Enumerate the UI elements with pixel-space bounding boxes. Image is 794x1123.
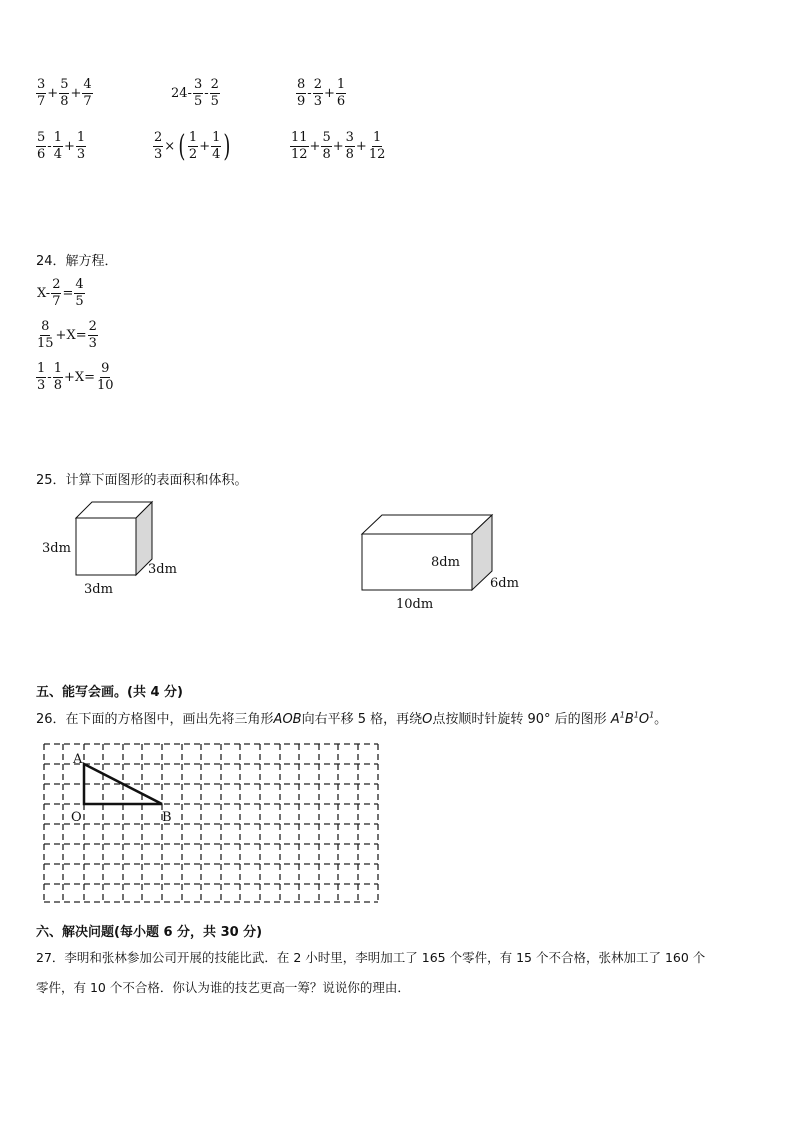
fraction: $\frac{8}{9}$	[297, 77, 306, 109]
cube-right-label: 3dm	[148, 562, 177, 577]
fraction: $\frac{2}{7}$	[52, 277, 61, 309]
fraction: $\frac{2}{5}$	[210, 77, 219, 109]
fraction: $\frac{5}{6}$	[37, 130, 46, 162]
fraction: $\frac{2}{3}$	[88, 319, 97, 351]
cuboid-bottom-label: 10dm	[396, 597, 434, 612]
fraction: $\frac{1}{6}$	[336, 77, 346, 109]
cube-bottom-label: 3dm	[84, 582, 113, 597]
fraction: $\frac{9}{10}$	[97, 361, 114, 393]
fraction: $\frac{1}{3}$	[37, 361, 46, 393]
calc-expr-r1-2: 24- $\frac{3}{5}$ - $\frac{2}{5}$	[171, 77, 219, 109]
calc-expr-r2-3: $\frac{11}{12}$ + $\frac{5}{8}$ + $\frac{3}{8}$ + $\frac{1}{12}$	[291, 130, 386, 162]
right-paren: )	[223, 128, 231, 164]
fraction: $\frac{5}{8}$	[60, 77, 69, 109]
q24-title: 24．解方程．	[36, 254, 118, 269]
fraction: $\frac{1}{4}$	[53, 130, 62, 162]
fraction: $\frac{4}{7}$	[83, 77, 92, 109]
q26-text: 26．在下面的方格图中，画出先将三角形AOB向右平移 5 格，再绕O点按顺时针旋转 90° 后的图形 $A^1B^1O^1$。	[36, 710, 668, 727]
fraction: $\frac{3}{7}$	[37, 77, 46, 109]
fraction: $\frac{8}{15}$	[37, 319, 54, 351]
q27-line-1: 27．李明和张林参加公司开展的技能比武．在 2 小时里，李明加工了 165 个零件，有 15 个不合格，张林加工了 160 个	[36, 950, 706, 965]
fraction: $\frac{3}{5}$	[193, 77, 203, 109]
calc-expr-r1-1: $\frac{3}{7}$ + $\frac{5}{8}$ + $\frac{4}{7}$	[37, 77, 92, 109]
calc-expr-r2-2: $\frac{2}{3}$ × ( $\frac{1}{2}$ + $\frac{1}{4}$ )	[154, 128, 231, 164]
point-b-label: B	[162, 810, 172, 825]
fraction: $\frac{2}{3}$	[313, 77, 322, 109]
q24-equation-2: $\frac{8}{15}$ +X= $\frac{2}{3}$	[37, 319, 97, 351]
section-5-title: 五、能写会画。(共 4 分)	[36, 685, 183, 700]
cube-left-label: 3dm	[42, 541, 71, 556]
fraction: $\frac{11}{12}$	[291, 130, 308, 162]
cuboid-right-label: 6dm	[490, 576, 519, 591]
fraction: $\frac{1}{4}$	[212, 130, 221, 162]
fraction: $\frac{2}{3}$	[154, 130, 163, 162]
fraction: $\frac{1}{8}$	[53, 361, 62, 393]
point-a-label: A	[73, 752, 83, 767]
fraction: $\frac{1}{2}$	[188, 130, 198, 162]
cuboid-front-label: 8dm	[431, 555, 460, 570]
fraction: $\frac{1}{12}$	[368, 130, 386, 162]
calc-expr-r2-1: $\frac{5}{6}$ - $\frac{1}{4}$ + $\frac{1}{3}$	[37, 130, 86, 162]
section-6-title: 六、解决问题(每小题 6 分，共 30 分)	[36, 925, 263, 940]
q25-title: 25．计算下面图形的表面积和体积。	[36, 473, 248, 488]
calc-expr-r1-3: $\frac{8}{9}$ - $\frac{2}{3}$ + $\frac{1}{6}$	[297, 77, 346, 109]
q27-line-2: 零件，有 10 个不合格．你认为谁的技艺更高一筹？说说你的理由．	[36, 980, 410, 995]
left-paren: (	[178, 128, 186, 164]
cuboid-figure	[355, 510, 500, 595]
grid-figure	[40, 740, 384, 906]
fraction: $\frac{1}{3}$	[76, 130, 86, 162]
fraction: $\frac{4}{5}$	[75, 277, 84, 309]
q24-equation-1: X- $\frac{2}{7}$ = $\frac{4}{5}$	[37, 277, 84, 309]
fraction: $\frac{5}{8}$	[322, 130, 331, 162]
q24-equation-3: $\frac{1}{3}$ - $\frac{1}{8}$ +X= $\frac{9}{10}$	[37, 361, 114, 393]
point-o-label: O	[71, 810, 82, 825]
fraction: $\frac{3}{8}$	[345, 130, 354, 162]
